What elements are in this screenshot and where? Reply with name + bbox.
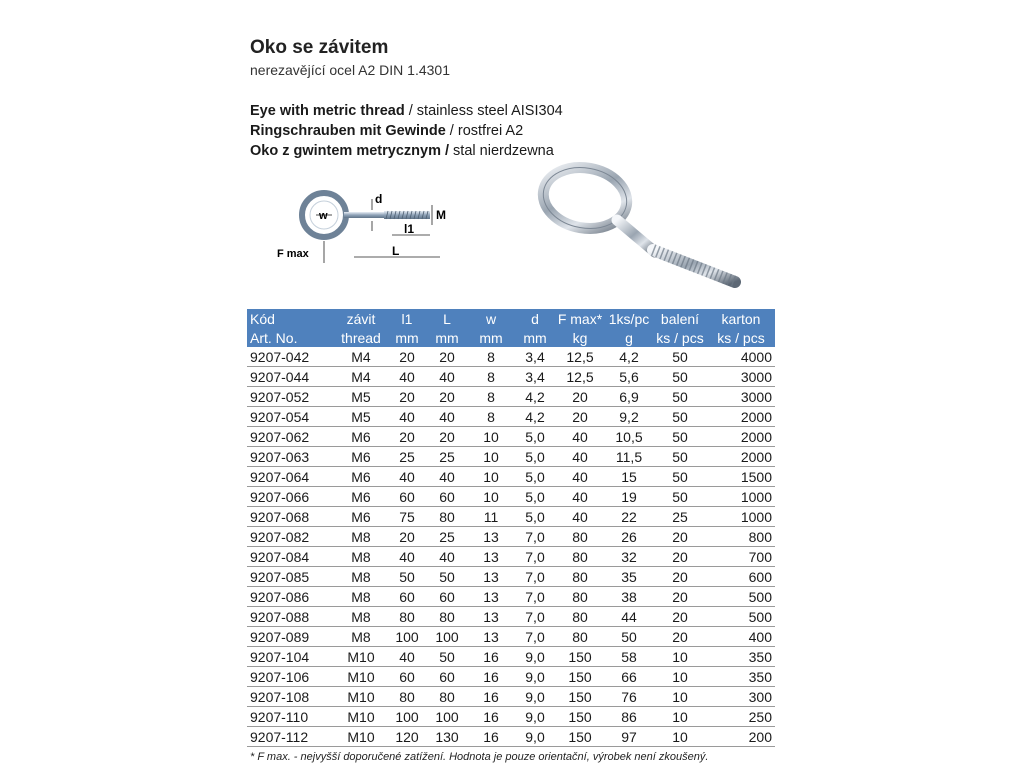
table-row: [247, 707, 775, 727]
cell-l: 25: [427, 527, 467, 547]
cell-package: 25: [653, 507, 707, 527]
cell-carton: 350: [707, 667, 775, 687]
table-body: [247, 347, 775, 747]
cell-code: 9207-088: [247, 607, 335, 627]
cell-carton: 500: [707, 587, 775, 607]
table-row: [247, 567, 775, 587]
cell-fmax: 80: [555, 527, 605, 547]
cell-package: 20: [653, 567, 707, 587]
table-row: [247, 527, 775, 547]
cell-thread: M8: [335, 627, 387, 647]
cell-l: 80: [427, 507, 467, 527]
cell-w: 13: [467, 547, 515, 567]
cell-l: 80: [427, 687, 467, 707]
cell-weight: 10,5: [605, 427, 653, 447]
cell-w: 16: [467, 647, 515, 667]
cell-fmax: 150: [555, 667, 605, 687]
cell-w: 13: [467, 567, 515, 587]
cell-l1: 60: [387, 667, 427, 687]
cell-d: 5,0: [515, 447, 555, 467]
diagram-shank: [344, 212, 384, 218]
cell-thread: M5: [335, 407, 387, 427]
header-code: Kód: [247, 309, 335, 328]
cell-carton: 1000: [707, 487, 775, 507]
table-row: [247, 507, 775, 527]
cell-weight: 58: [605, 647, 653, 667]
cell-d: 9,0: [515, 727, 555, 747]
cell-weight: 9,2: [605, 407, 653, 427]
header-unit-thread: thread: [335, 328, 387, 347]
cell-weight: 22: [605, 507, 653, 527]
diagram-label-w: w: [319, 210, 328, 222]
cell-l: 130: [427, 727, 467, 747]
cell-l1: 80: [387, 607, 427, 627]
eye-bolt-photo: [525, 160, 755, 300]
cell-l1: 20: [387, 427, 427, 447]
cell-weight: 97: [605, 727, 653, 747]
translation-pl: [250, 143, 554, 159]
cell-carton: 400: [707, 627, 775, 647]
photo-thread: [653, 250, 735, 282]
table-row: [247, 367, 775, 387]
cell-l: 40: [427, 467, 467, 487]
table-row: [247, 587, 775, 607]
header-d: d: [515, 309, 555, 328]
cell-weight: 66: [605, 667, 653, 687]
diagram-label-l1: l1: [404, 222, 415, 236]
cell-w: 10: [467, 467, 515, 487]
cell-code: 9207-110: [247, 707, 335, 727]
cell-package: 10: [653, 727, 707, 747]
cell-w: 10: [467, 447, 515, 467]
table-row: [247, 487, 775, 507]
cell-l1: 20: [387, 347, 427, 367]
cell-weight: 15: [605, 467, 653, 487]
cell-package: 50: [653, 347, 707, 367]
cell-weight: 50: [605, 627, 653, 647]
header-w: w: [467, 309, 515, 328]
table-header-row-2: [247, 328, 775, 347]
cell-thread: M8: [335, 587, 387, 607]
cell-l: 20: [427, 427, 467, 447]
cell-l: 60: [427, 587, 467, 607]
cell-l: 40: [427, 407, 467, 427]
cell-d: 7,0: [515, 547, 555, 567]
table-row: [247, 627, 775, 647]
cell-w: 16: [467, 707, 515, 727]
header-unit-carton: ks / pcs: [707, 328, 775, 347]
cell-fmax: 80: [555, 567, 605, 587]
cell-code: 9207-063: [247, 447, 335, 467]
cell-l: 25: [427, 447, 467, 467]
cell-w: 11: [467, 507, 515, 527]
cell-w: 16: [467, 667, 515, 687]
translation-de: [250, 123, 523, 139]
cell-package: 10: [653, 647, 707, 667]
table-row: [247, 407, 775, 427]
cell-carton: 700: [707, 547, 775, 567]
cell-carton: 300: [707, 687, 775, 707]
cell-package: 50: [653, 487, 707, 507]
cell-carton: 1000: [707, 507, 775, 527]
cell-w: 13: [467, 527, 515, 547]
cell-d: 7,0: [515, 607, 555, 627]
cell-package: 20: [653, 607, 707, 627]
cell-l1: 20: [387, 527, 427, 547]
cell-code: 9207-108: [247, 687, 335, 707]
table-row: [247, 647, 775, 667]
cell-l1: 75: [387, 507, 427, 527]
cell-w: 8: [467, 347, 515, 367]
translation-en-material: / stainless steel AISI304: [404, 103, 563, 119]
header-l1: l1: [387, 309, 427, 328]
cell-package: 10: [653, 687, 707, 707]
cell-w: 8: [467, 387, 515, 407]
cell-d: 7,0: [515, 627, 555, 647]
cell-l1: 80: [387, 687, 427, 707]
cell-package: 10: [653, 707, 707, 727]
cell-l: 50: [427, 567, 467, 587]
cell-code: 9207-086: [247, 587, 335, 607]
cell-d: 9,0: [515, 647, 555, 667]
cell-l1: 40: [387, 407, 427, 427]
cell-carton: 4000: [707, 347, 775, 367]
diagram-label-l: L: [392, 244, 400, 258]
cell-code: 9207-064: [247, 467, 335, 487]
cell-w: 13: [467, 607, 515, 627]
cell-package: 50: [653, 467, 707, 487]
cell-l: 50: [427, 647, 467, 667]
cell-d: 3,4: [515, 367, 555, 387]
table-row: [247, 607, 775, 627]
cell-thread: M10: [335, 667, 387, 687]
cell-l: 60: [427, 487, 467, 507]
cell-package: 20: [653, 527, 707, 547]
header-unit-fmax: kg: [555, 328, 605, 347]
cell-carton: 3000: [707, 387, 775, 407]
header-thread: závit: [335, 309, 387, 328]
cell-w: 10: [467, 427, 515, 447]
header-unit-w: mm: [467, 328, 515, 347]
header-l: L: [427, 309, 467, 328]
translation-de-material: / rostfrei A2: [445, 123, 524, 139]
table-row: [247, 687, 775, 707]
cell-l: 20: [427, 347, 467, 367]
cell-fmax: 40: [555, 427, 605, 447]
cell-carton: 2000: [707, 447, 775, 467]
cell-thread: M8: [335, 547, 387, 567]
cell-package: 10: [653, 667, 707, 687]
cell-l1: 120: [387, 727, 427, 747]
cell-l1: 100: [387, 707, 427, 727]
cell-fmax: 12,5: [555, 367, 605, 387]
cell-weight: 35: [605, 567, 653, 587]
page-title: Oko se závitem: [250, 37, 389, 58]
cell-d: 9,0: [515, 687, 555, 707]
cell-thread: M6: [335, 487, 387, 507]
cell-thread: M4: [335, 347, 387, 367]
cell-code: 9207-052: [247, 387, 335, 407]
header-unit-package: ks / pcs: [653, 328, 707, 347]
cell-code: 9207-104: [247, 647, 335, 667]
cell-w: 10: [467, 487, 515, 507]
cell-w: 13: [467, 587, 515, 607]
cell-d: 4,2: [515, 407, 555, 427]
table-row: [247, 427, 775, 447]
cell-d: 5,0: [515, 507, 555, 527]
cell-weight: 26: [605, 527, 653, 547]
cell-thread: M10: [335, 727, 387, 747]
diagram-label-fmax: F max: [277, 248, 309, 260]
cell-l: 100: [427, 707, 467, 727]
cell-l1: 60: [387, 487, 427, 507]
cell-weight: 19: [605, 487, 653, 507]
cell-l1: 100: [387, 627, 427, 647]
cell-fmax: 20: [555, 407, 605, 427]
cell-thread: M8: [335, 607, 387, 627]
cell-package: 50: [653, 387, 707, 407]
cell-fmax: 80: [555, 547, 605, 567]
cell-code: 9207-068: [247, 507, 335, 527]
cell-carton: 600: [707, 567, 775, 587]
cell-fmax: 150: [555, 687, 605, 707]
cell-thread: M8: [335, 567, 387, 587]
cell-l1: 60: [387, 587, 427, 607]
cell-d: 5,0: [515, 487, 555, 507]
cell-l: 40: [427, 547, 467, 567]
cell-carton: 3000: [707, 367, 775, 387]
cell-l1: 40: [387, 367, 427, 387]
cell-d: 7,0: [515, 587, 555, 607]
cell-package: 20: [653, 627, 707, 647]
cell-code: 9207-112: [247, 727, 335, 747]
spec-table: [247, 309, 775, 747]
translation-pl-name: Oko z gwintem metrycznym /: [250, 143, 450, 159]
cell-w: 16: [467, 727, 515, 747]
cell-package: 50: [653, 407, 707, 427]
translation-en: [250, 103, 563, 119]
cell-carton: 800: [707, 527, 775, 547]
cell-fmax: 150: [555, 707, 605, 727]
cell-package: 20: [653, 547, 707, 567]
cell-w: 8: [467, 367, 515, 387]
header-unit-l: mm: [427, 328, 467, 347]
cell-l1: 40: [387, 547, 427, 567]
cell-fmax: 40: [555, 487, 605, 507]
cell-weight: 4,2: [605, 347, 653, 367]
cell-l: 80: [427, 607, 467, 627]
table-row: [247, 447, 775, 467]
table-row: [247, 467, 775, 487]
cell-fmax: 80: [555, 627, 605, 647]
cell-package: 50: [653, 447, 707, 467]
cell-carton: 2000: [707, 407, 775, 427]
cell-l1: 40: [387, 467, 427, 487]
cell-w: 13: [467, 627, 515, 647]
header-unit-code: Art. No.: [247, 328, 335, 347]
cell-fmax: 150: [555, 727, 605, 747]
cell-fmax: 20: [555, 387, 605, 407]
cell-package: 50: [653, 427, 707, 447]
cell-thread: M5: [335, 387, 387, 407]
header-package: balení: [653, 309, 707, 328]
cell-thread: M6: [335, 507, 387, 527]
cell-weight: 5,6: [605, 367, 653, 387]
cell-thread: M6: [335, 447, 387, 467]
cell-carton: 500: [707, 607, 775, 627]
cell-weight: 11,5: [605, 447, 653, 467]
cell-d: 9,0: [515, 707, 555, 727]
cell-thread: M4: [335, 367, 387, 387]
cell-thread: M10: [335, 647, 387, 667]
translation-en-name: Eye with metric thread: [250, 103, 405, 119]
table-row: [247, 547, 775, 567]
cell-code: 9207-089: [247, 627, 335, 647]
header-fmax: F max*: [555, 309, 605, 328]
cell-l: 100: [427, 627, 467, 647]
cell-thread: M8: [335, 527, 387, 547]
cell-d: 3,4: [515, 347, 555, 367]
cell-w: 8: [467, 407, 515, 427]
cell-l1: 40: [387, 647, 427, 667]
cell-code: 9207-085: [247, 567, 335, 587]
header-unit-d: mm: [515, 328, 555, 347]
translation-de-name: Ringschrauben mit Gewinde: [250, 123, 446, 139]
cell-weight: 6,9: [605, 387, 653, 407]
cell-package: 50: [653, 367, 707, 387]
cell-weight: 38: [605, 587, 653, 607]
cell-code: 9207-044: [247, 367, 335, 387]
table-row: [247, 727, 775, 747]
cell-code: 9207-062: [247, 427, 335, 447]
cell-d: 7,0: [515, 527, 555, 547]
header-unit-l1: mm: [387, 328, 427, 347]
cell-code: 9207-084: [247, 547, 335, 567]
cell-code: 9207-042: [247, 347, 335, 367]
cell-l: 60: [427, 667, 467, 687]
cell-fmax: 80: [555, 607, 605, 627]
cell-code: 9207-054: [247, 407, 335, 427]
cell-weight: 44: [605, 607, 653, 627]
cell-fmax: 150: [555, 647, 605, 667]
cell-package: 20: [653, 587, 707, 607]
cell-fmax: 12,5: [555, 347, 605, 367]
diagram-label-d: d: [375, 192, 383, 206]
cell-weight: 76: [605, 687, 653, 707]
header-weight: 1ks/pc: [605, 309, 653, 328]
header-carton: karton: [707, 309, 775, 328]
cell-fmax: 80: [555, 587, 605, 607]
header-unit-weight: g: [605, 328, 653, 347]
cell-l: 20: [427, 387, 467, 407]
cell-l1: 25: [387, 447, 427, 467]
cell-l1: 50: [387, 567, 427, 587]
cell-thread: M6: [335, 427, 387, 447]
cell-w: 16: [467, 687, 515, 707]
cell-weight: 32: [605, 547, 653, 567]
cell-thread: M6: [335, 467, 387, 487]
cell-fmax: 40: [555, 507, 605, 527]
cell-d: 5,0: [515, 427, 555, 447]
cell-fmax: 40: [555, 467, 605, 487]
cell-weight: 86: [605, 707, 653, 727]
cell-carton: 1500: [707, 467, 775, 487]
cell-d: 4,2: [515, 387, 555, 407]
diagram-label-m: M: [436, 208, 446, 222]
cell-fmax: 40: [555, 447, 605, 467]
cell-carton: 350: [707, 647, 775, 667]
cell-d: 9,0: [515, 667, 555, 687]
cell-l1: 20: [387, 387, 427, 407]
cell-code: 9207-106: [247, 667, 335, 687]
cell-thread: M10: [335, 687, 387, 707]
cell-thread: M10: [335, 707, 387, 727]
cell-d: 7,0: [515, 567, 555, 587]
cell-l: 40: [427, 367, 467, 387]
footnote: * F max. - nejvyšší doporučené zatížení. Hodnota je pouze orientační, výrobek není zkoušený.: [250, 751, 709, 763]
cell-carton: 200: [707, 727, 775, 747]
page-subtitle: nerezavějící ocel A2 DIN 1.4301: [250, 62, 451, 78]
cell-carton: 2000: [707, 427, 775, 447]
cell-code: 9207-082: [247, 527, 335, 547]
cell-code: 9207-066: [247, 487, 335, 507]
table-row: [247, 387, 775, 407]
cell-d: 5,0: [515, 467, 555, 487]
cell-carton: 250: [707, 707, 775, 727]
table-row: [247, 667, 775, 687]
table-row: [247, 347, 775, 367]
eye-bolt-diagram: [272, 185, 462, 270]
translation-pl-material: stal nierdzewna: [449, 143, 554, 159]
table-header-row-1: [247, 309, 775, 328]
